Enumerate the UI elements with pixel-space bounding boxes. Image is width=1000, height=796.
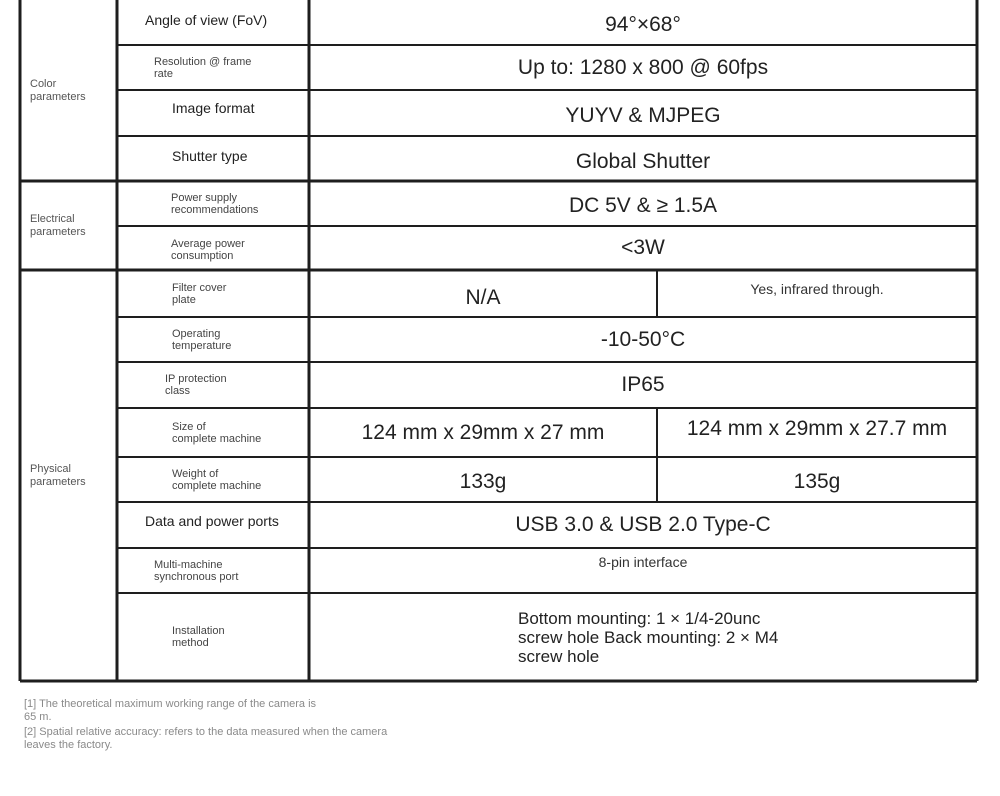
value-size-b: 124 mm x 29mm x 27.7 mm (686, 417, 948, 440)
value-resolution: Up to: 1280 x 800 @ 60fps (517, 55, 769, 79)
label-operating-temperature: Operating temperature (172, 327, 232, 352)
label-fov: Angle of view (FoV) (145, 12, 268, 28)
value-size-a: 124 mm x 29mm x 27 mm (361, 420, 605, 444)
value-ip-class: IP65 (621, 373, 665, 396)
label-sync-port: Multi-machine synchronous port (154, 558, 239, 583)
footnote-2: [2] Spatial relative accuracy: refers to the data measured when the camera leaves the factory. (24, 726, 388, 751)
footnote-1: [1] The theoretical maximum working range of the camera is 65 m. (24, 698, 317, 723)
label-ports: Data and power ports (145, 512, 279, 529)
label-shutter-type: Shutter type (172, 148, 248, 164)
value-image-format: YUYV & MJPEG (565, 103, 721, 127)
label-power-supply: Power supply recommendations (171, 191, 259, 216)
value-ports: USB 3.0 & USB 2.0 Type-C (515, 513, 771, 536)
group-physical-parameters: Physical parameters (30, 462, 86, 488)
group-electrical-parameters: Electrical parameters (30, 212, 86, 238)
label-average-power: Average power consumption (171, 238, 245, 262)
label-ip-class: IP protection class (165, 373, 227, 397)
value-installation: Bottom mounting: 1 × 1/4-20unc screw hole Back mounting: 2 × M4 screw hole (518, 608, 779, 666)
label-installation: Installation method (172, 625, 225, 649)
value-power-supply: DC 5V & ≥ 1.5A (568, 193, 718, 217)
label-weight: Weight of complete machine (172, 467, 262, 492)
value-filter-cover-b: Yes, infrared through. (750, 281, 884, 297)
value-shutter-type: Global Shutter (575, 149, 711, 173)
value-filter-cover-a: N/A (465, 285, 501, 309)
label-resolution: Resolution @ frame rate (154, 55, 252, 80)
group-color-parameters: Color parameters (30, 77, 86, 103)
label-filter-cover: Filter cover plate (172, 281, 227, 306)
value-sync-port: 8-pin interface (598, 554, 688, 570)
label-image-format: Image format (172, 100, 255, 116)
value-fov: 94°×68° (605, 12, 681, 36)
label-size: Size of complete machine (172, 420, 262, 445)
value-weight-b: 135g (793, 469, 841, 493)
value-operating-temperature: -10-50°C (600, 327, 686, 351)
value-average-power: <3W (621, 236, 665, 259)
value-weight-a: 133g (459, 469, 507, 493)
